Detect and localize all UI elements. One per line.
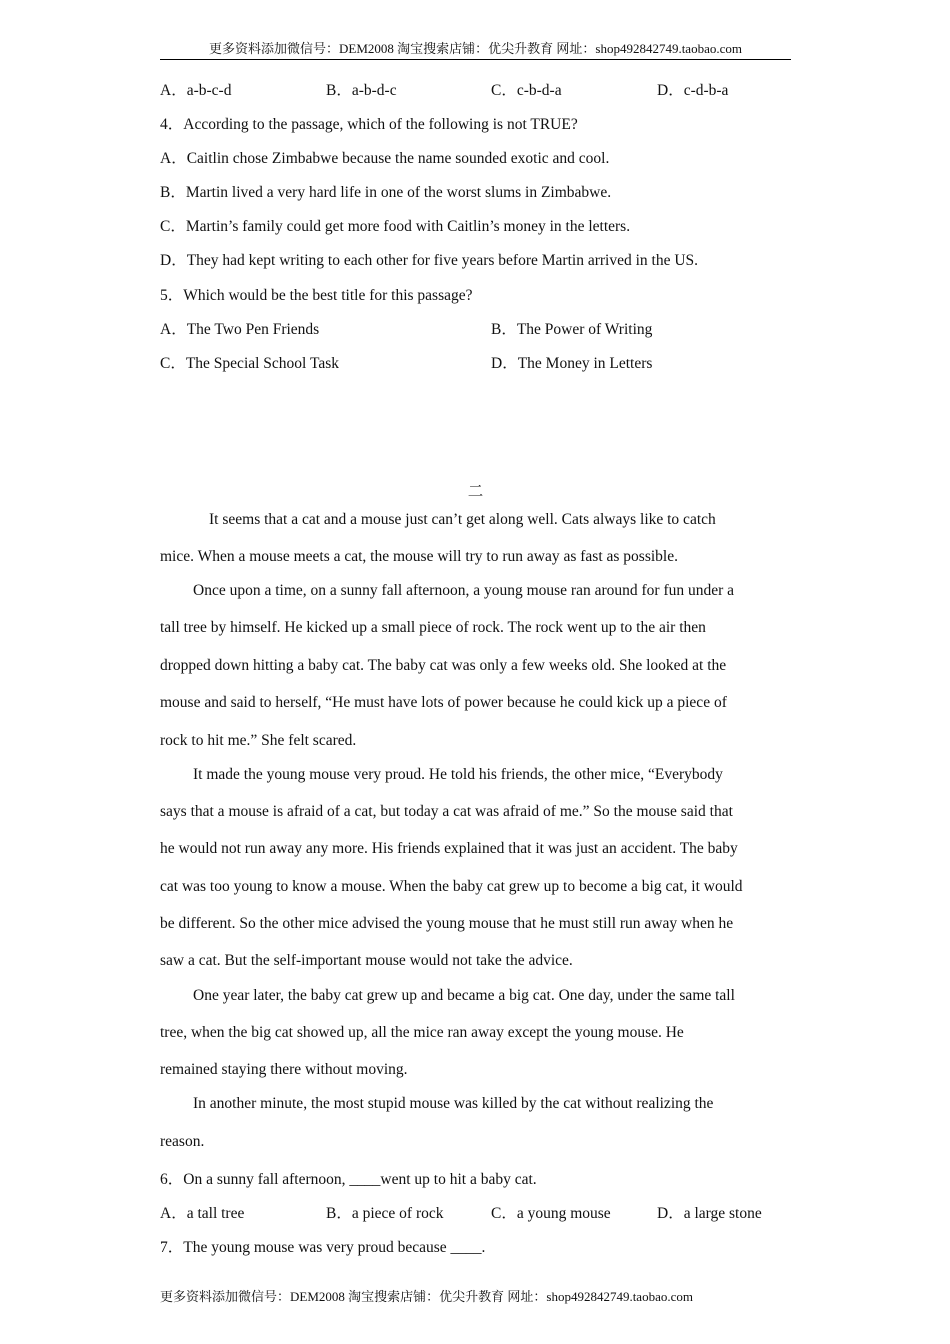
section-title: 二 [467,483,484,500]
q4-option-d: D．They had kept writing to each other for five years before Martin arrived in the US. [160,252,699,269]
q4-option-b: B．Martin lived a very hard life in one of the worst slums in Zimbabwe. [160,184,612,201]
q5-option-a: A．The Two Pen Friends [160,321,320,338]
q6-stem: 6．On a sunny fall afternoon, ____went up to hit a baby cat. [160,1171,537,1188]
passage-line: he would not run away any more. His friends explained that it was just an accident. The baby [160,840,738,857]
passage-line: One year later, the baby cat grew up and became a big cat. One day, under the same tall [193,987,735,1004]
q3-option-d: D．c-d-b-a [657,82,729,99]
q3-option-a: A．a-b-c-d [160,82,232,99]
passage-line: reason. [160,1133,205,1150]
q4-stem: 4．According to the passage, which of the following is not TRUE? [160,116,578,133]
passage-line: be different. So the other mice advised the young mouse that he must still run away when he [160,915,734,932]
page-header: 更多资料添加微信号：DEM2008 淘宝搜索店铺：优尖升教育 网址：shop492842749.taobao.com [160,38,791,60]
passage-line: In another minute, the most stupid mouse was killed by the cat without realizing the [193,1095,714,1112]
q5-stem: 5．Which would be the best title for this passage? [160,287,473,304]
q6-option-b: B．a piece of rock [326,1205,444,1222]
q6-option-c: C．a young mouse [491,1205,611,1222]
page-footer: 更多资料添加微信号：DEM2008 淘宝搜索店铺：优尖升教育 网址：shop492842749.taobao.com [160,1289,693,1304]
q4-option-c: C．Martin’s family could get more food with Caitlin’s money in the letters. [160,218,631,235]
passage-line: cat was too young to know a mouse. When the baby cat grew up to become a big cat, it would [160,878,743,895]
passage-line: saw a cat. But the self-important mouse would not take the advice. [160,952,573,969]
passage-line: dropped down hitting a baby cat. The baby cat was only a few weeks old. She looked at the [160,657,727,674]
q5-option-c: C．The Special School Task [160,355,340,372]
q6-option-d: D．a large stone [657,1205,762,1222]
passage-line: tall tree by himself. He kicked up a small piece of rock. The rock went up to the air then [160,619,706,636]
q5-option-d: D．The Money in Letters [491,355,653,372]
q4-option-a: A．Caitlin chose Zimbabwe because the name sounded exotic and cool. [160,150,610,167]
passage-line: mouse and said to herself, “He must have lots of power because he could kick up a piece of [160,694,727,711]
q7-stem: 7．The young mouse was very proud because ____. [160,1239,486,1256]
q6-option-a: A．a tall tree [160,1205,245,1222]
passage-line: remained staying there without moving. [160,1061,408,1078]
passage-line: mice. When a mouse meets a cat, the mouse will try to run away as fast as possible. [160,548,678,565]
q3-option-c: C．c-b-d-a [491,82,562,99]
passage-line: rock to hit me.” She felt scared. [160,732,357,749]
passage-line: Once upon a time, on a sunny fall afternoon, a young mouse ran around for fun under a [193,582,735,599]
q3-option-b: B．a-b-d-c [326,82,397,99]
q5-option-b: B．The Power of Writing [491,321,653,338]
passage-line: tree, when the big cat showed up, all the mice ran away except the young mouse. He [160,1024,684,1041]
passage-line: It seems that a cat and a mouse just can’t get along well. Cats always like to catch [209,511,716,528]
passage-line: says that a mouse is afraid of a cat, but today a cat was afraid of me.” So the mouse said that [160,803,733,820]
passage-line: It made the young mouse very proud. He told his friends, the other mice, “Everybody [193,766,723,783]
